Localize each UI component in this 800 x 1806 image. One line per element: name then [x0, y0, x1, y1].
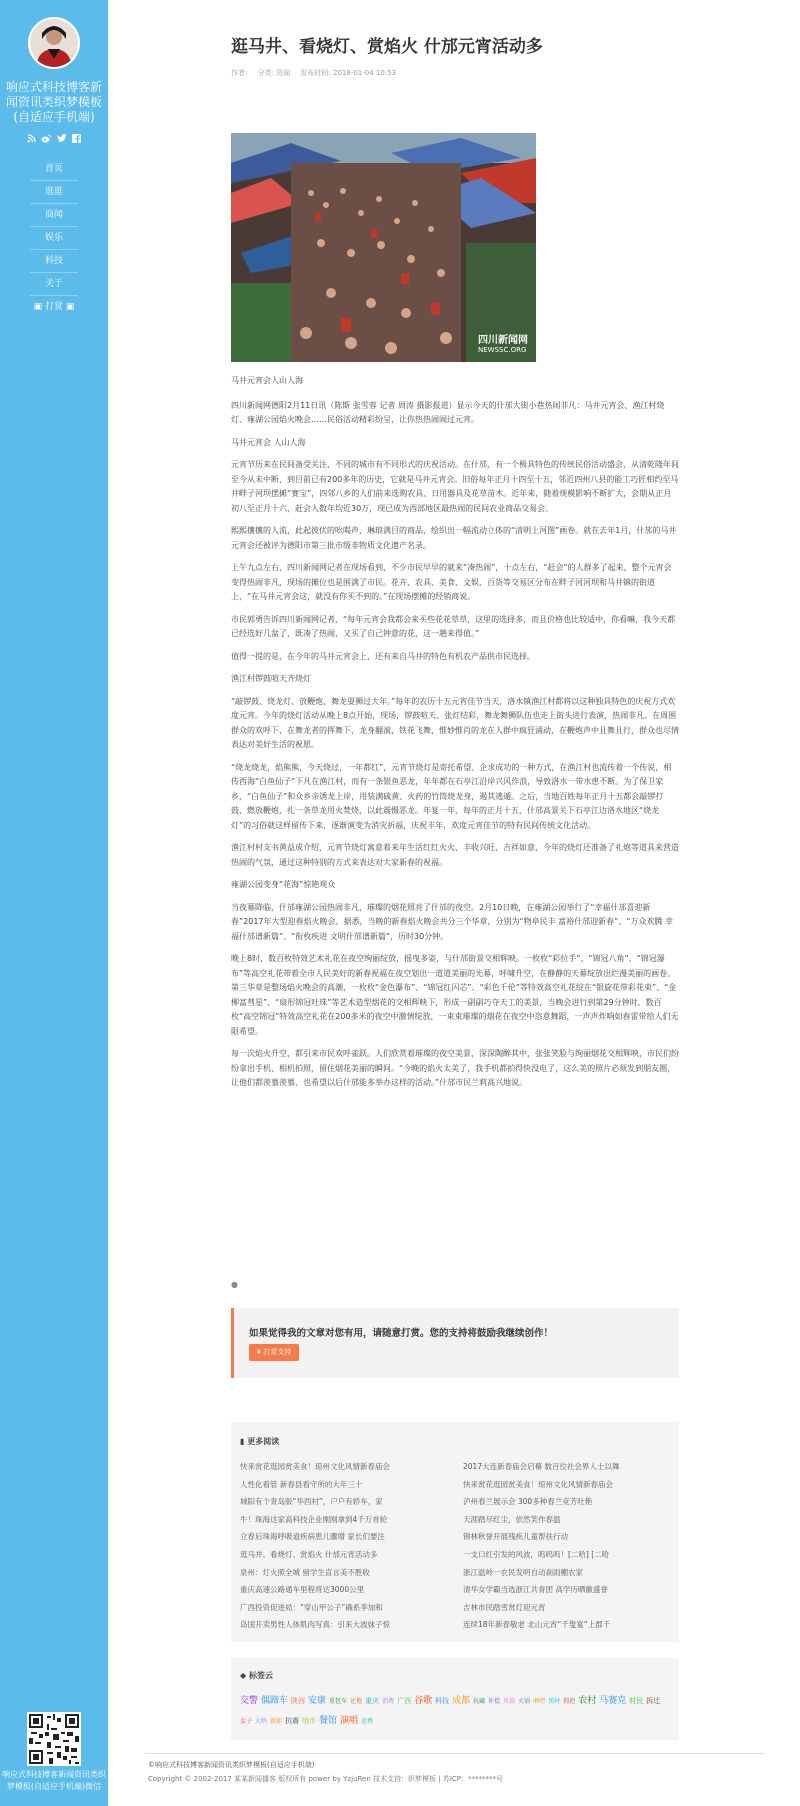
tag-link[interactable]: 新郎 [270, 1718, 283, 1725]
footer-divider [145, 1753, 765, 1754]
tag-link[interactable]: 抗藏 [473, 1698, 486, 1705]
tag-link[interactable]: 重庆 [365, 1697, 380, 1705]
tag-link[interactable]: 火锅 [518, 1698, 531, 1705]
nav-item-about[interactable]: 关于 [30, 273, 78, 296]
list-item[interactable]: 泉州：灯火照全城 留学生直言美不胜收 [240, 1567, 370, 1577]
tag-link[interactable]: 马赛克 [599, 1696, 627, 1706]
article-paragraph: 值得一提的是，在今年的马井元宵会上，还有来自马井的特色有机农产品供市民选择。 [231, 651, 535, 661]
article-paragraph: “烧龙烧龙，焰熊熊，今天烧过，一年都红”，元宵节烧灯是寄托希望、企求成功的一种方式，在渔江村也流传着一个传说，相传西海“白鱼仙子”下凡在渔江村，而有一条银鱼恶龙，年年都在石亭江沿岸兴风作浪，导致洛水一带水患不断。为了保卫家乡，“白鱼仙子”和众乡亲诱龙上岸，用装满硫黄、火药的竹筒烧龙身，遏其逃遁。之后，当地百姓每年正月十五都会敲锣打鼓，燃放鞭炮，扎一条草龙用火焚烧，以此震慑恶龙。年复一年，每年的正月十五，什邡高景关下石亭江边洛水地区“烧龙灯”的习俗就这样留传下来，逐渐演变为消灾祈福，庆祝丰年，欢度元宵佳节的特有民间传统文化活动。 [231, 762, 672, 830]
list-item[interactable]: 立春后珠海呼吸道疾病患儿骤增 家长们要注 [240, 1532, 385, 1542]
donate-box [231, 1308, 679, 1378]
list-item[interactable]: 锦林秋誉开展残疾儿童帮扶行动 [463, 1532, 568, 1542]
meta-author: 作者: [231, 69, 248, 77]
tag-link[interactable]: 科技 [435, 1697, 450, 1705]
tag-link[interactable]: 农村 [578, 1696, 597, 1706]
tag-link[interactable]: 哦币 [302, 1717, 317, 1725]
nav-item-home[interactable]: 首页 [30, 158, 78, 181]
more-reading-heading [240, 1436, 279, 1447]
article-subheading: 渔江村锣鼓喧天齐烧灯 [231, 674, 311, 683]
photo-caption: 马井元宵会人山人海 [231, 376, 303, 385]
tag-link[interactable]: 消费 [382, 1698, 395, 1705]
tag-link[interactable]: 谷歌 [414, 1696, 433, 1706]
nav-item-tech[interactable]: 科技 [30, 250, 78, 273]
tag-cloud-title: 标签云 [248, 1671, 273, 1680]
tag-link[interactable]: 抗震 [285, 1717, 300, 1725]
list-item[interactable]: 清华女学霸当选浙江共青团 高学历晒徽盛誉 [463, 1585, 608, 1595]
qrcode-caption: 响应式科技博客新闻资讯类织梦模板(自适应手机端)微信 [2, 1770, 106, 1791]
list-item[interactable]: 一支口红引发的风波，呜呜呜！[二哈] [二哈 [463, 1549, 610, 1559]
tag-link[interactable]: 补偿 [488, 1698, 501, 1705]
tag-link[interactable]: 拆迁 [646, 1697, 661, 1705]
tag-link[interactable]: 广西 [397, 1697, 412, 1705]
photo-watermark-sub: NEWSSC.ORG [478, 346, 527, 354]
gift-icon: ▣ [33, 302, 43, 312]
article-meta [231, 68, 404, 78]
social-links [26, 134, 82, 144]
tag-cloud-box [231, 1658, 679, 1740]
nav-item-browse[interactable]: 逛逛 [30, 181, 78, 204]
tag-link[interactable]: 大妈 [255, 1718, 268, 1725]
main-nav [30, 158, 78, 319]
gift-icon: ▣ [65, 302, 75, 312]
rss-icon[interactable] [26, 134, 36, 144]
avatar-image [30, 19, 78, 67]
list-item[interactable]: 牛！珠海这家高科技企业刚刚拿到4千万首轮 [240, 1514, 388, 1524]
article-paragraph: 当夜幕降临，什邡雍湖公园热闹非凡，璀璨的烟花照亮了什邡的夜空。2月10日晚，在雍湖公园举行了“幸福什邡喜迎新春”2017年大型迎春焰火晚会。据悉，当晚的新春焰火晚会共分三个华章，分别为“物阜民丰 富裕什邡迎新春”、“万众欢腾 幸福什邡谱新篇”、“衔枚疾进 文明什邡谱新篇”，历时30分钟。 [231, 902, 674, 941]
tag-link[interactable]: 女子 [240, 1718, 253, 1725]
tag-link[interactable]: 陕西 [291, 1697, 306, 1705]
more-reading-left [240, 1458, 440, 1634]
footer-site-name[interactable]: ©响应式科技博客新闻资讯类织梦模板(自适应手机端) [148, 1761, 315, 1769]
tag-link[interactable]: 演唱 [340, 1716, 359, 1726]
nav-item-business[interactable]: 商闻 [30, 204, 78, 227]
tag-cloud [240, 1690, 670, 1730]
tag-link[interactable]: 交警 [240, 1696, 259, 1706]
article-paragraph: 上午九点左右，四川新闻网记者在现场看到，不少市民早早的就来“凑热闹”，十点左右，“赶会”的人群多了起来，整个元宵会变得热闹非凡，现场的摊位也是围满了市民。花卉、农具、美食、文娱、百货等交易区分布在畔子河河坝和马井镇的街道上，“在马井元宵会这，就没有你买不到的。”在现场摆摊的经销商说。 [231, 563, 672, 601]
list-item[interactable]: 浙江温岭一农民发明自动刹雨棚农家 [463, 1567, 583, 1577]
more-reading-right [463, 1458, 663, 1634]
footer-copyright: Copyright © 2002-2017 某某新闻播客 版权所有 power by YzjuRen 技术支持：织梦模板 | 苏ICP：********号 [148, 1775, 503, 1783]
list-item[interactable]: 重庆高速公路通车里程将达3000公里 [240, 1585, 365, 1595]
article-paragraph: 元宵节历来在民间备受关注，不同的城市有不同形式的庆祝活动。在什邡，有一个极具特色的传统民俗活动盛会，从清乾隆年间至今从未中断，到目前已有200多年的历史，它就是马井元宵会。旧俗每年正月十四至十五，邻近四州八县的能工巧匠相约至马井畔子河坝摆摊“赛宝”，四邻八乡的人们前来选购农具、日用器具及花草苗木。近年来，随着规模影响不断扩大，会期从正月初八至正月十六，赶会人数年均近30万，现已成为西部地区最热闹的民间农业商品交易会。 [231, 460, 679, 513]
list-item[interactable]: 2017大连新春庙会启幕 数百位社会界人士以舞 [463, 1462, 620, 1471]
tag-link[interactable]: 餐馆 [319, 1716, 338, 1726]
list-item[interactable]: 连续18年新春敬老 北山元宵“千叟宴”上郡千 [463, 1620, 611, 1630]
more-reading-title: 更多阅读 [247, 1437, 280, 1446]
facebook-icon[interactable] [72, 134, 82, 144]
list-item[interactable]: 岛国开卖男性人体肌肉写真：引来大波妹子惊 [240, 1620, 390, 1630]
list-item[interactable]: 人性化看管 新春县看守所的大年三十 [240, 1479, 363, 1489]
tag-link[interactable]: 重包车 [329, 1698, 348, 1705]
tag-link[interactable]: 晒吧 [533, 1698, 546, 1705]
article-subheading: 马井元宵会 人山人海 [231, 437, 306, 447]
tag-link[interactable]: 风筒 [503, 1698, 516, 1705]
article-paragraph: 渔江村村支书黄益成介绍，元宵节烧灯寓意着来年生活红红火火、丰收兴旺、吉祥如意，今年的烧灯还准备了礼炮等道具来营造热闹的气氛，通过这种特别的方式来表达对大家新春的祝福。 [231, 843, 679, 867]
tag-link[interactable]: 安康 [308, 1696, 327, 1706]
article-photo [231, 133, 536, 362]
list-item[interactable]: 泸州春兰展示会 300多种春兰竞芳吐艳 [463, 1497, 593, 1507]
tag-link[interactable]: 运费 [361, 1718, 374, 1725]
sidebar [0, 0, 108, 1806]
nav-item-reward[interactable] [30, 296, 78, 319]
qrcode-icon [27, 1712, 81, 1766]
article-paragraph: 市民郭勇告诉四川新闻网记者，“每年元宵会我都会来买些花花草草，这里的选择多，而且价格也比较适中，你看嘛，我今天都已经选好几盆了，既凑了热闹，又买了自己钟意的花，这一趟来得值。” [231, 614, 676, 638]
list-item[interactable]: 天涯踏尽红尘，依然笑作春温 [463, 1514, 561, 1524]
tag-cloud-heading [240, 1670, 273, 1681]
photo-watermark [478, 331, 528, 354]
weibo-icon[interactable] [41, 134, 51, 144]
article-paragraph: 熙熙攘攘的人流，此起彼伏的吆喝声，琳琅满目的商品，绘织出一幅流动立体的“清明上河图”画卷。就在去年1月，什邡的马井元宵会还被评为德阳市第三批市级非物质文化遗产名录。 [231, 526, 677, 550]
nav-item-reward-label: 打赏 [44, 302, 63, 312]
site-title[interactable]: 响应式科技博客新闻资讯类织梦模板(自适应手机端) [5, 80, 102, 124]
tags-icon: ◆ [240, 1671, 247, 1680]
meta-category[interactable]: 分类: 资闻 [257, 69, 291, 77]
article-paragraph: 晚上8时，数百枚特效艺术礼花在夜空绚丽绽放，摇曳多姿，与什邡街景交相辉映。一枚枚“彩拉手”、“锦冠八角”、“锦冠瀑布”等高空礼花带着全市人民美好的新春祝福在夜空划出一道道美丽的光幕，呼啸升空，在静静的天幕绽放出烂漫美丽的画卷。第三华章是整场焰火晚会的高潮，一枚枚“金色瀑布”、“锦冠红闪芯”、“彩色千伦”等特效高空礼花绽在“银旋花带彩花束”、“金柳富彗星”、“扇形锦冠吐珠”等艺术造型烟花的交相辉映下，形成一副副巧夺天工的美景，当晚会进行到第29分钟时，数百枚“高空锦冠”特效高空礼花在200多米的夜空中激情绽放，一束束璀璨的烟花在夜空中恣意舞蹈，一声声炸响如春雷带给人们无限希望。 [231, 954, 679, 1036]
avatar[interactable] [28, 17, 80, 69]
tag-link[interactable]: 偶蹄车 [261, 1696, 289, 1706]
list-item[interactable]: 快来赏花逛园赏美食！琼州文化风情新春庙会 [240, 1462, 390, 1471]
list-item[interactable]: 广西投资促进局：“穿山甲公子”确系李加和 [240, 1602, 383, 1612]
list-item[interactable]: 快来赏花逛园赏美食！琼州文化风情新春庙会 [463, 1479, 613, 1489]
meta-time: 发布时间: 2018-01-04 10:53 [300, 69, 397, 77]
tag-link[interactable]: 还地 [350, 1698, 363, 1705]
more-reading [231, 1422, 679, 1642]
list-item[interactable]: 城阳有个青岛版“华西村”，户户有轿车，家 [240, 1497, 383, 1507]
twitter-icon[interactable] [57, 134, 67, 144]
donate-button[interactable]: ¥ 打赏支持 [249, 1344, 299, 1361]
tag-link[interactable]: 拥抱 [563, 1698, 576, 1705]
crowd-photo [231, 133, 536, 362]
article-paragraph: 每一次焰火升空，都引来市民欢呼雀跃。人们欣赏着璀璨的夜空美景，深深陶醉其中，张张笑脸与绚丽烟花交相辉映，市民们纷纷拿出手机、相机拍照，留住烟花美丽的瞬间。“今晚的焰火太美了，我手机都拍得快没电了，这么美的照片必须发到朋友圈，让他们都羡慕羡慕，也希望以后什邡能多举办这样的活动。”什邡市民兰莉高兴地说。 [231, 1049, 679, 1087]
article-paragraph: 四川新闻网德阳2月11日讯（陈斯 张雪蓉 记者 周涛 摄影报道）显示今天的什邡大街小巷热闹非凡：马井元宵会、渔江村烧灯、雍湖公园焰火晚会……民俗活动精彩纷呈，让你热热闹闹过元宵。 [231, 400, 665, 424]
article-title: 逛马井、看烧灯、赏焰火 什邡元宵活动多 [231, 37, 543, 57]
book-icon: ▮ [240, 1437, 245, 1446]
tag-link[interactable]: 成都 [452, 1696, 471, 1706]
list-item[interactable]: 逛马井、看烧灯、赏焰火 什邡元宵活动多 [240, 1549, 378, 1559]
tag-link[interactable]: 黑材 [548, 1698, 561, 1705]
tag-link[interactable]: 村民 [629, 1697, 644, 1705]
photo-watermark-text: 四川新闻网 [478, 335, 528, 346]
list-item[interactable]: 吉林市民踏雪赏灯迎元宵 [463, 1602, 546, 1612]
tag-icon: ● [231, 1280, 238, 1289]
donate-text: 如果觉得我的文章对您有用，请随意打赏。您的支持将鼓励我继续创作！ [249, 1328, 554, 1339]
nav-item-entertainment[interactable]: 娱乐 [30, 227, 78, 250]
wechat-qrcode [27, 1712, 81, 1766]
article-body [231, 374, 679, 1099]
article-subheading: 雍湖公园变身“花海”惊艳观众 [231, 880, 336, 889]
article-paragraph: “敲锣鼓、烧龙灯、放鞭炮，舞龙耍狮过大年。”每年的农历十五元宵佳节当天，洛水镇渔江村都将以这种独具特色的庆祝方式欢度元宵。今年的烧灯活动从晚上8点开始，现场，锣鼓喧天、张灯结彩，舞龙舞狮队伍也走上街头进行表演，热闹非凡。在周围群众的欢呼下，在舞龙者的挥舞下，龙身翻滚，铁花飞舞，惟妙惟肖的龙在人群中疯狂涌动，在鞭炮声中且舞且行，群众也尽情表达对美好生活的祝愿。 [231, 696, 679, 749]
